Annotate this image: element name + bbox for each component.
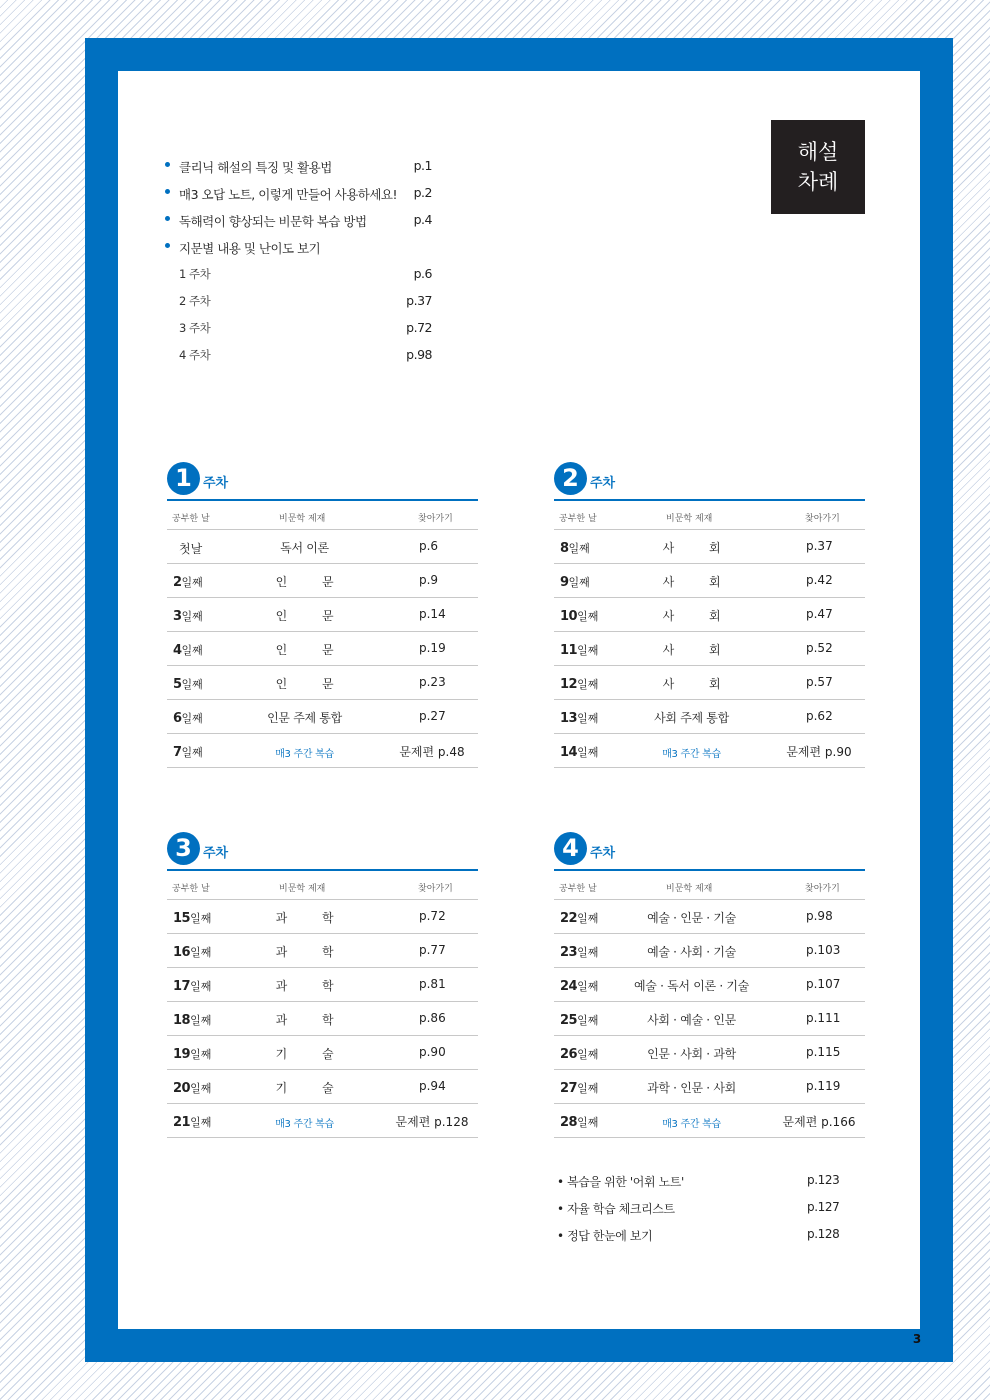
day-suffix: 일째 [577,746,599,759]
toc-item-page: p.6 [413,266,432,281]
subject: 과 학 [275,911,334,925]
appendix-list [557,1170,847,1251]
day-number: 19 [173,1047,191,1062]
page-link[interactable]: p.115 [806,1045,841,1059]
day-suffix: 일째 [190,1048,212,1061]
toc-item-label: 독해력이 향상되는 비문학 복습 방법 [179,214,367,229]
week-divider [167,869,478,871]
week-3-block [167,832,478,1130]
day-suffix: 일째 [190,1082,212,1095]
study-day [173,1114,211,1130]
front-toc [165,155,445,371]
day-number: 12 [560,677,578,692]
study-day [173,676,203,692]
week-number-badge: 3 [167,832,200,865]
day-suffix: 일째 [181,746,203,759]
appendix-label: • 자율 학습 체크리스트 [557,1202,675,1216]
subject: 인문 · 사회 · 과학 [647,1047,736,1061]
page-link[interactable]: p.37 [806,539,833,553]
col-header-subject: 비문학 제재 [666,884,713,894]
week-label: 주차 [590,846,616,861]
toc-item[interactable] [165,290,445,317]
study-day [560,1046,598,1062]
table-row[interactable] [554,968,865,1002]
subject: 기 술 [275,1047,334,1061]
appendix-item[interactable] [557,1197,847,1224]
page-link[interactable]: p.57 [806,675,833,689]
toc-item-label: 1 주차 [179,267,211,281]
col-header-subject: 비문학 제재 [279,884,326,894]
schedule-rows [167,899,478,1138]
day-suffix: 일째 [181,712,203,725]
page-link[interactable]: p.9 [419,573,439,587]
day-suffix: 일째 [181,644,203,657]
study-day [173,910,211,926]
subject: 사 회 [662,677,721,691]
col-header-goto: 찾아가기 [805,884,840,894]
study-day [173,574,203,590]
study-day [560,710,598,726]
day-number: 17 [173,979,191,994]
subject: 매3 주간 복습 [662,749,721,760]
subject: 사 회 [662,541,721,555]
schedule-rows [554,529,865,768]
appendix-item[interactable] [557,1170,847,1197]
col-header-goto: 찾아가기 [418,884,453,894]
day-number: 15 [173,911,191,926]
toc-item[interactable] [165,182,445,209]
subject: 과학 · 인문 · 사회 [647,1081,736,1095]
page-link[interactable]: p.52 [806,641,833,655]
table-row[interactable] [554,1002,865,1036]
subject: 인 문 [275,677,334,691]
toc-item-page: p.4 [413,212,432,227]
toc-item-label: 지문별 내용 및 난이도 보기 [179,241,321,256]
day-suffix: 일째 [577,610,599,623]
page-link[interactable]: p.14 [419,607,446,621]
week-header [167,832,478,866]
subject: 사회 주제 통합 [654,711,729,725]
subject: 인 문 [275,575,334,589]
study-day [560,978,598,994]
table-row[interactable] [554,666,865,700]
day-number: 18 [173,1013,191,1028]
day-suffix: 일째 [190,912,212,925]
page-link[interactable]: p.42 [806,573,833,587]
study-day [173,608,203,624]
day-number: 2 [173,575,182,590]
section-title-box [771,120,865,214]
week-divider [554,499,865,501]
toc-item-page: p.1 [413,158,432,173]
page-link[interactable]: p.98 [806,909,833,923]
table-row[interactable] [167,564,478,598]
study-day [560,540,590,556]
subject: 예술 · 인문 · 기술 [647,911,736,925]
study-day [173,744,203,760]
study-day [560,642,598,658]
section-title-line1: 해설 [797,140,839,164]
day-number: 13 [560,711,578,726]
day-number: 14 [560,745,578,760]
week-label: 주차 [203,476,229,491]
section-title-line2: 차례 [797,170,839,194]
week-label: 주차 [590,476,616,491]
study-day [560,944,598,960]
page-link[interactable]: p.107 [806,977,841,991]
toc-item-label: 4 주차 [179,348,211,362]
toc-item-label: 클리닉 해설의 특징 및 활용법 [179,160,332,175]
study-day [173,1012,211,1028]
week-2-block [554,462,865,760]
appendix-label: • 정답 한눈에 보기 [557,1229,653,1243]
week-number-badge: 4 [554,832,587,865]
page-link[interactable]: p.19 [419,641,446,655]
toc-item-page: p.37 [406,293,432,308]
table-row[interactable] [554,632,865,666]
day-number: 11 [560,643,578,658]
day-number: 4 [173,643,182,658]
week-header [554,462,865,496]
day-suffix: 일째 [577,1014,599,1027]
day-suffix: 일째 [190,1014,212,1027]
table-row[interactable] [167,734,478,768]
table-row[interactable] [167,700,478,734]
subject: 매3 주간 복습 [275,749,334,760]
day-number: 9 [560,575,569,590]
day-suffix: 일째 [568,542,590,555]
table-row[interactable] [554,934,865,968]
page-link[interactable]: p.86 [419,1011,446,1025]
page-link[interactable]: p.81 [419,977,446,991]
day-suffix: 일째 [181,678,203,691]
col-header-goto: 찾아가기 [805,514,840,524]
toc-item-page: p.2 [413,185,432,200]
week-number-badge: 2 [554,462,587,495]
day-number: 5 [173,677,182,692]
subject: 예술 · 독서 이론 · 기술 [634,979,749,993]
page-link[interactable]: p.111 [806,1011,841,1025]
day-suffix: 일째 [577,1082,599,1095]
appendix-label: • 복습을 위한 '어휘 노트' [557,1175,684,1189]
col-header-goto: 찾아가기 [418,514,453,524]
study-day [560,910,598,926]
day-suffix: 일째 [577,1116,599,1129]
subject: 인 문 [275,643,334,657]
week-label: 주차 [203,846,229,861]
study-day [173,1080,211,1096]
week-divider [167,499,478,501]
day-number: 8 [560,541,569,556]
day-suffix: 일째 [577,712,599,725]
day-number: 21 [173,1115,191,1130]
table-row[interactable] [167,1104,478,1138]
subject: 사 회 [662,575,721,589]
table-row[interactable] [167,934,478,968]
schedule-rows [554,899,865,1138]
day-number: 23 [560,945,578,960]
col-header-subject: 비문학 제재 [279,514,326,524]
toc-item[interactable] [165,155,445,182]
day-number: 10 [560,609,578,624]
schedule-rows [167,529,478,768]
appendix-page: p.128 [807,1227,840,1241]
page-link[interactable]: p.23 [419,675,446,689]
toc-item[interactable] [165,263,445,290]
table-row[interactable] [554,1036,865,1070]
study-day [560,608,598,624]
day-number: 26 [560,1047,578,1062]
table-row[interactable] [554,700,865,734]
study-day [173,642,203,658]
page-link[interactable]: p.119 [806,1079,841,1093]
study-day [560,574,590,590]
week-header [554,832,865,866]
page-link[interactable]: p.6 [419,539,439,553]
day-number: 24 [560,979,578,994]
table-row[interactable] [554,529,865,564]
table-row[interactable] [167,968,478,1002]
day-number: 25 [560,1013,578,1028]
toc-item[interactable] [165,209,445,236]
day-number: 16 [173,945,191,960]
subject: 매3 주간 복습 [662,1119,721,1130]
day-suffix: 일째 [181,610,203,623]
page-link[interactable]: p.47 [806,607,833,621]
day-number: 6 [173,711,182,726]
study-day [173,978,211,994]
day-suffix: 첫날 [179,542,203,556]
subject: 기 술 [275,1081,334,1095]
table-row[interactable] [167,1002,478,1036]
column-headers [554,511,865,527]
subject: 예술 · 사회 · 기술 [647,945,736,959]
page-link[interactable]: p.103 [806,943,841,957]
col-header-subject: 비문학 제재 [666,514,713,524]
page-link[interactable]: 문제편 p.48 [399,745,465,759]
subject: 과 학 [275,945,334,959]
day-suffix: 일째 [577,644,599,657]
week-4-block [554,832,865,1130]
subject: 사회 · 예술 · 인문 [647,1013,736,1027]
column-headers [167,511,478,527]
page-link[interactable]: 문제편 p.166 [782,1115,856,1129]
page-link[interactable]: 문제편 p.90 [786,745,852,759]
column-headers [167,881,478,897]
appendix-page: p.123 [807,1173,840,1187]
page-link[interactable]: p.27 [419,709,446,723]
day-suffix: 일째 [181,576,203,589]
subject: 독서 이론 [280,541,329,555]
week-number-badge: 1 [167,462,200,495]
study-day [173,1046,211,1062]
table-row[interactable] [167,1070,478,1104]
day-number: 3 [173,609,182,624]
day-number: 22 [560,911,578,926]
col-header-day: 공부한 날 [172,514,210,524]
day-suffix: 일째 [577,678,599,691]
day-suffix: 일째 [190,1116,212,1129]
subject: 사 회 [662,643,721,657]
toc-item-label: 2 주차 [179,294,211,308]
week-divider [554,869,865,871]
study-day [560,1012,598,1028]
subject: 인 문 [275,609,334,623]
day-suffix: 일째 [190,946,212,959]
toc-item[interactable] [165,317,445,344]
bullet-dot-icon [165,243,170,248]
subject: 매3 주간 복습 [275,1119,334,1130]
table-row[interactable] [554,564,865,598]
page-link[interactable]: p.90 [419,1045,446,1059]
day-suffix: 일째 [577,946,599,959]
study-day [173,710,203,726]
day-suffix: 일째 [577,980,599,993]
column-headers [554,881,865,897]
toc-item[interactable] [165,344,445,371]
page-link[interactable]: p.77 [419,943,446,957]
appendix-page: p.127 [807,1200,840,1214]
day-number: 20 [173,1081,191,1096]
day-number: 7 [173,745,182,760]
table-row[interactable] [167,899,478,934]
day-suffix: 일째 [568,576,590,589]
toc-item-label: 매3 오답 노트, 이렇게 만들어 사용하세요! [179,187,398,202]
study-day [173,944,211,960]
toc-item-page: p.98 [406,347,432,362]
subject: 과 학 [275,979,334,993]
table-row[interactable] [554,598,865,632]
table-row[interactable] [167,632,478,666]
week-1-block [167,462,478,760]
page-link[interactable]: 문제편 p.128 [395,1115,469,1129]
page-number: 3 [912,1332,922,1346]
study-day [560,1080,598,1096]
subject: 인문 주제 통합 [267,711,342,725]
col-header-day: 공부한 날 [172,884,210,894]
page-link[interactable]: p.62 [806,709,833,723]
table-row[interactable] [554,899,865,934]
day-suffix: 일째 [577,1048,599,1061]
page-link[interactable]: p.94 [419,1079,446,1093]
table-row[interactable] [167,598,478,632]
day-suffix: 일째 [577,912,599,925]
week-header [167,462,478,496]
col-header-day: 공부한 날 [559,514,597,524]
study-day [560,676,598,692]
table-row[interactable] [554,734,865,768]
table-row[interactable] [167,666,478,700]
col-header-day: 공부한 날 [559,884,597,894]
study-day [179,540,202,557]
table-row[interactable] [167,529,478,564]
study-day [560,744,598,760]
day-number: 27 [560,1081,578,1096]
page-link[interactable]: p.72 [419,909,446,923]
table-row[interactable] [167,1036,478,1070]
subject: 과 학 [275,1013,334,1027]
study-day [560,1114,598,1130]
subject: 사 회 [662,609,721,623]
toc-item-label: 3 주차 [179,321,211,335]
day-number: 28 [560,1115,578,1130]
day-suffix: 일째 [190,980,212,993]
appendix-item[interactable] [557,1224,847,1251]
toc-item[interactable] [165,236,445,263]
table-row[interactable] [554,1070,865,1104]
toc-item-page: p.72 [406,320,432,335]
table-row[interactable] [554,1104,865,1138]
